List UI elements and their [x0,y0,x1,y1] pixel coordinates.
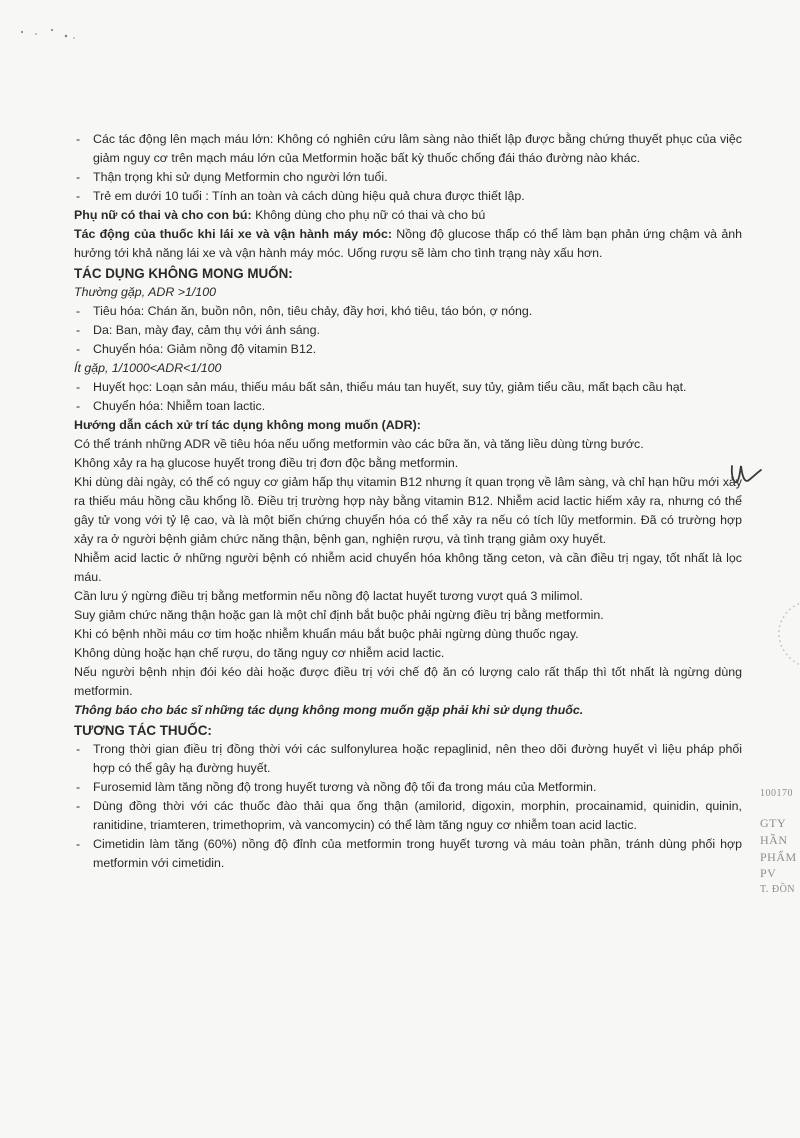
list-item [74,302,742,321]
pregnancy-paragraph [74,206,742,225]
text-line: Các tác động lên mạch máu lớn: Không có nghiên cứu lâm sàng nào thiết lập được bằng chứng thuyết phục của việc giảm nguy cơ trên mạch máu lớn của Metformin hoặc bất kỳ thuốc chống đái tháo đường nào khác. [93,132,742,165]
list-item [74,835,742,873]
section-label: Phụ nữ có thai và cho con bú: [74,208,252,222]
paragraph: Không xảy ra hạ glucose huyết trong điều trị đơn độc bằng metformin. [74,456,459,470]
stamp-text: PHẨM [760,850,797,864]
stamp-text: 100170 [760,788,793,799]
text-line: Thận trọng khi sử dụng Metformin cho người lớn tuổi. [93,170,388,184]
text-line: Trẻ em dưới 10 tuổi : Tính an toàn và cách dùng hiệu quả chưa được thiết lập. [93,189,525,203]
text-line: Trong thời gian điều trị đồng thời với các sulfonylurea hoặc repaglinid, nên theo dõi đường huyết vì liệu pháp phối hợp có thể gây hạ đường huyết. [93,742,742,775]
list-item [74,397,742,416]
paragraph: Suy giảm chức năng thận hoặc gan là một chỉ định bắt buộc phải ngừng điều trị bằng metformin. [74,608,604,622]
paragraph: Khi dùng dài ngày, có thể có nguy cơ giảm hấp thụ vitamin B12 nhưng ít quan trọng về lâm sàng, và chỉ hạn hữu mới xảy ra thiếu máu hồng cầu khổng lồ. Điều trị trường hợp này bằng vitamin B12. Nhiễm acid lactic hiếm xảy ra, nhưng có thể gây tử vong với tỷ lệ cao, và là một biến chứng chuyển hóa có thể xảy ra nếu có tích lũy metformin. Đã có trường hợp xảy ra ở người bệnh giảm chức năng thận, bệnh gan, nghiện rượu, và tình trạng giảm oxy huyết. [74,475,742,546]
document-body [74,130,742,873]
section-label: Tác động của thuốc khi lái xe và vận hành máy móc: [74,227,392,241]
list-item [74,797,742,835]
text-line: Chuyển hóa: Nhiễm toan lactic. [93,399,266,413]
driving-paragraph [74,225,742,263]
stamp-text: HẦN [760,833,788,847]
text-line: Huyết học: Loạn sản máu, thiếu máu bất sản, thiếu máu tan huyết, suy tủy, giảm tiểu cầu, mất bạch cầu hạt. [93,380,687,394]
paragraph: Không dùng hoặc hạn chế rượu, do tăng nguy cơ nhiễm acid lactic. [74,646,445,660]
frequency-label: Ít gặp, 1/1000<ADR<1/100 [74,361,222,375]
paragraph: Khi có bệnh nhồi máu cơ tim hoặc nhiễm khuẩn máu bắt buộc phải ngừng dùng thuốc ngay. [74,627,579,641]
list-item [74,168,742,187]
faint-stamp-circle [764,600,800,670]
list-item [74,778,742,797]
list-item [74,130,742,168]
section-heading: TÁC DỤNG KHÔNG MONG MUỐN: [74,266,293,281]
list-item [74,740,742,778]
list-item [74,187,742,206]
text-line: Dùng đồng thời với các thuốc đào thải qua ống thận (amilorid, digoxin, morphin, procainamid, quinidin, quinin, ranitidine, triamteren, trimethoprim, và vancomycin) có thể làm tăng nguy cơ nhiễm toan acid lactic. [93,799,742,832]
list-item [74,321,742,340]
section-heading: TƯƠNG TÁC THUỐC: [74,723,212,738]
scan-speck-marks [14,16,94,46]
text-line: Chuyển hóa: Giảm nồng độ vitamin B12. [93,342,317,356]
stamp-text: GTY [760,816,787,830]
company-stamp [752,770,800,900]
text-line: Không dùng cho phụ nữ có thai và cho bú [251,208,486,222]
list-item [74,378,742,397]
paragraph: Có thể tránh những ADR về tiêu hóa nếu uống metformin vào các bữa ăn, và tăng liều dùng từng bước. [74,437,644,451]
text-line: Furosemid làm tăng nồng độ trong huyết tương và nồng độ tối đa trong máu của Metformin. [93,780,597,794]
list-item [74,340,742,359]
paragraph: Nhiễm acid lactic ở những người bệnh có nhiễm acid chuyển hóa không tăng ceton, và cần điều trị ngay, tốt nhất là lọc máu. [74,551,742,584]
text-line: Tiêu hóa: Chán ăn, buồn nôn, nôn, tiêu chảy, đầy hơi, khó tiêu, táo bón, ợ nóng. [93,304,533,318]
notice-line: Thông báo cho bác sĩ những tác dụng không mong muốn gặp phải khi sử dụng thuốc. [74,703,584,717]
section-heading: Hướng dẫn cách xử trí tác dụng không mong muốn (ADR): [74,418,421,432]
stamp-text: PV [760,866,777,880]
text-line: Da: Ban, mày đay, cảm thụ với ánh sáng. [93,323,320,337]
paragraph: Cần lưu ý ngừng điều trị bằng metformin nếu nồng độ lactat huyết tương vượt quá 3 milimol. [74,589,583,603]
stamp-text: T. ĐỒN [760,884,796,895]
paragraph: Nếu người bệnh nhịn đói kéo dài hoặc được điều trị với chế độ ăn có lượng calo rất thấp thì tốt nhất là ngừng dùng metformin. [74,665,742,698]
text-line: Nồng độ glucose thấp có thể làm bạn phản ứng chậm và ảnh hưởng tới khả năng lái xe và vận hành máy móc. Uống rượu sẽ làm cho tình trạng này xấu hơn. [74,227,742,260]
frequency-label: Thường gặp, ADR >1/100 [74,285,216,299]
handwritten-initial-mark [728,458,764,494]
text-line: Cimetidin làm tăng (60%) nồng độ đỉnh của metformin trong huyết tương và máu toàn phần, tránh dùng phối hợp metformin với cimetidin. [93,837,742,870]
